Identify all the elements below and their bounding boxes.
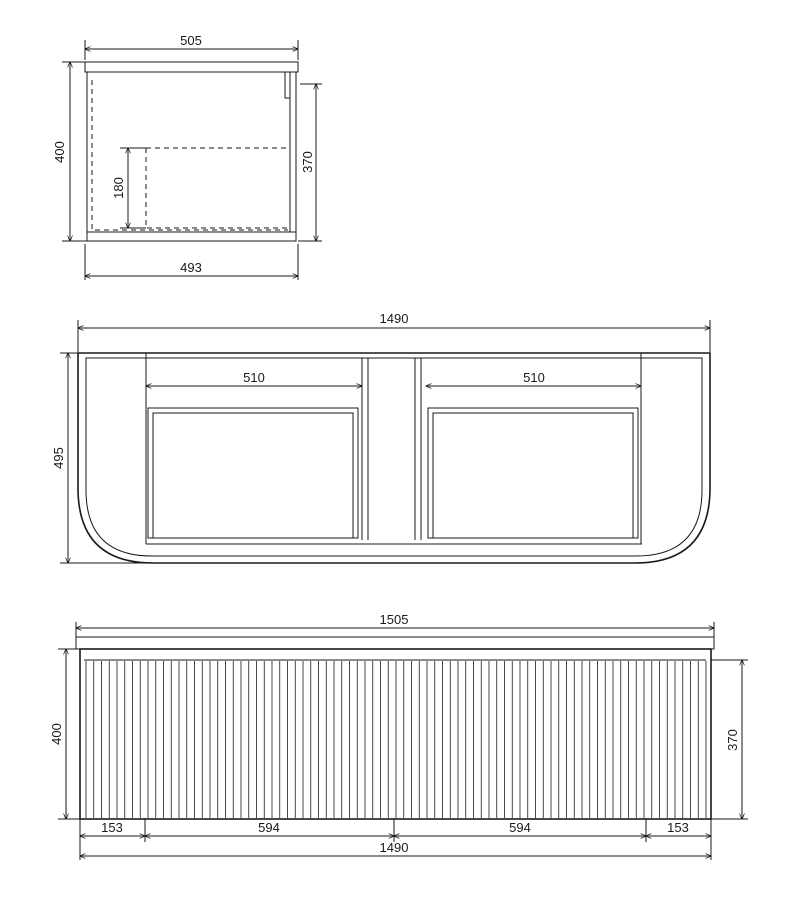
front-top-slab bbox=[76, 637, 714, 649]
plan-inner-outline bbox=[86, 358, 702, 556]
side-body bbox=[87, 72, 296, 241]
dim-side-overall-height: 400 bbox=[52, 141, 67, 163]
plan-outer-outline bbox=[78, 353, 710, 563]
plan-left-drawer bbox=[148, 408, 358, 538]
dim-side-inner-height: 180 bbox=[111, 177, 126, 199]
plan-view bbox=[51, 311, 710, 563]
dim-plan-right-drawer: 510 bbox=[523, 370, 545, 385]
front-body bbox=[80, 649, 711, 819]
side-top-slab bbox=[85, 62, 298, 72]
dim-side-bottom-width: 493 bbox=[180, 260, 202, 275]
dim-plan-left-drawer: 510 bbox=[243, 370, 265, 385]
dim-plan-overall-width: 1490 bbox=[379, 311, 409, 326]
dim-front-body-height: 370 bbox=[725, 729, 740, 751]
dim-front-seg-4: 153 bbox=[667, 820, 689, 835]
dim-side-body-height: 370 bbox=[300, 151, 315, 173]
plan-right-drawer-inner bbox=[433, 413, 633, 538]
front-flutes bbox=[86, 661, 706, 818]
dim-plan-depth: 495 bbox=[51, 447, 66, 469]
dim-front-seg-1: 153 bbox=[101, 820, 123, 835]
dim-side-top-width: 505 bbox=[180, 33, 202, 48]
dim-front-seg-3: 594 bbox=[509, 820, 531, 835]
dim-front-top-width: 1505 bbox=[379, 612, 409, 627]
dim-front-overall-height: 400 bbox=[49, 723, 64, 745]
side-hidden-drawer bbox=[146, 148, 288, 228]
dim-front-seg-2: 594 bbox=[258, 820, 280, 835]
side-hidden-outline bbox=[92, 80, 288, 230]
side-view bbox=[52, 33, 322, 280]
plan-right-drawer bbox=[428, 408, 638, 538]
dim-front-bottom-width: 1490 bbox=[379, 840, 409, 855]
plan-left-drawer-inner bbox=[153, 413, 353, 538]
side-lip bbox=[285, 72, 290, 98]
front-view bbox=[49, 612, 748, 860]
